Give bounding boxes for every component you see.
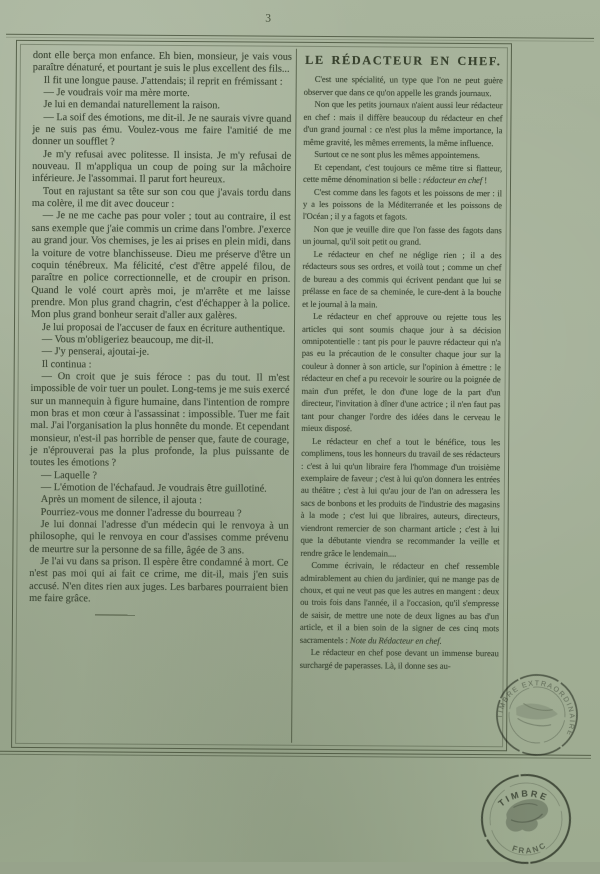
italic-phrase: rédacteur en chef <box>423 175 482 185</box>
paragraph: Je m'y refusai avec politesse. Il insista. Je m'y refusai de nouveau. Il m'appliqua un coup de poing sur la mâchoire inférieure. Je l'assommai. Il parut fort heureux. <box>32 149 291 188</box>
paragraph: Non que les petits journaux n'aient aussi leur rédacteur en chef : mais il diffère beaucoup du rédacteur en chef d'un grand journal : ce n'est plus la même importance, la même gravité, les mêmes errements, la même influence. <box>303 98 502 149</box>
paragraph <box>300 559 500 648</box>
paragraph: dont elle berça mon enfance. Eh bien, monsieur, je vais vous paraître dénaturé, et pourtant je suis le plus excellent des fils... <box>33 50 292 76</box>
italic-phrase: Note du Rédacteur en chef. <box>350 635 442 646</box>
stamp-bottom-text: FRANC <box>510 840 549 858</box>
paragraph: Je lui en demandai naturellement la raison. <box>32 99 291 113</box>
paragraph: — Vous m'obligeriez beaucoup, me dit-il. <box>31 334 290 348</box>
article-title: LE RÉDACTEUR EN CHEF. <box>304 54 503 68</box>
paragraph: Le rédacteur en chef approuve ou rejette tous les articles qui sont soumis chaque jour à sa décision omnipotentielle : tant pis pour le pauvre rédacteur qui n'a pas eu la précaution de le consulter chaque jour sur la couleur à donner à son article, sur l'opinion à émettre : le rédacteur en chef a pu recevoir le sourire ou la poignée de main d'un préfet, le don d'une loge de la part d'un directeur, l'invitation à dîner d'une actrice ; il n'en faut pas tant pour changer l'ordre des idées dans le cerveau le mieux disposé. <box>301 310 501 436</box>
paragraph: Il continua : <box>31 359 290 373</box>
right-column <box>300 54 503 673</box>
paragraph: Pourriez-vous me donner l'adresse du bourreau ? <box>30 507 289 521</box>
left-column <box>29 50 292 617</box>
paragraph: Le rédacteur en chef ne néglige rien ; il a des rédacteurs sous ses ordres, et voilà tout ; comme un chef de bureau a des commis qui écrivent pendant que lui se prélasse en face de sa cheminée, le cure-dent à la bouche et le journal à la main. <box>302 248 501 312</box>
svg-text:FRANC <box>510 840 549 858</box>
paragraph-text: Et cependant, c'est toujours ce même titre si flatteur, cette même dénomination si belle : <box>303 162 502 185</box>
paragraph: — Je voudrais voir ma mère morte. <box>33 87 292 101</box>
paragraph: — L'émotion de l'échafaud. Je voudrais être guillotiné. <box>30 482 289 496</box>
paragraph: Je lui donnai l'adresse d'un médecin qui le renvoya à un philosophe, qui le renvoya en cour d'assises comme prévenu de meurtre sur la personne de sa fille, âgée de 3 ans. <box>29 519 288 558</box>
paragraph: — Je ne me cache pas pour voler ; tout au contraire, il est sans exemple que j'aie commis un crime dans l'ombre. J'exerce au grand jour. Vos chemises, je les ai prises en plein midi, dans la voiture de votre blanchisseuse. Dieu me préserve d'être un coquin ténébreux. Ma félicité, c'est d'être appelé filou, de paraître en police correctionnelle, et de croupir en prison. Quand le volé court après moi, je m'arrête et me laisse prendre. Mon plus grand chagrin, c'est d'échapper à la police. Mon plus grand bonheur serait d'aller aux galères. <box>31 210 291 323</box>
paragraph: Je lui proposai de l'accuser de faux en écriture authentique. <box>31 322 290 336</box>
paragraph: Je l'ai vu dans sa prison. Il espère être condamné à mort. Ce n'est pas moi qui ai fait ce crime, me dit-il, mais j'en suis accusé. N'en dites rien aux juges. Les barbares pourraient bien me faire grâce. <box>29 556 288 607</box>
paragraph-text: Comme écrivain, le rédacteur en chef ressemble admirablement au chien du jardinier, qui ne mange pas de choux, et qui ne veut pas que les autres en mangent : deux ou trois fois dans l'année, il a l'occasion, qu'il s'empresse de saisir, de mettre une note de deux lignes au bas d'un article, et il a bien soin de la signer de ces cinq mots sacramentels : <box>300 560 500 645</box>
paragraph: C'est une spécialité, un type que l'on ne peut guère observer que dans ce qu'on appelle les grands journaux. <box>304 73 503 99</box>
paragraph-text: ! <box>482 175 487 185</box>
page-number: 3 <box>258 13 278 25</box>
paragraph: Il fit une longue pause. J'attendais; il reprit en frémissant : <box>33 75 292 89</box>
stamp-ring-text: TIMBRE EXTRAORDINAIRE <box>494 670 586 739</box>
paragraph: — Laquelle ? <box>30 470 289 484</box>
svg-text:TIMBRE EXTRAORDINAIRE <box>494 670 586 739</box>
paragraph: Surtout ce ne sont plus les mêmes appointemens. <box>303 148 502 162</box>
paragraph <box>303 160 502 186</box>
paragraph: Non que je veuille dire que l'on fasse des fagots dans un journal, qu'il soit petit ou grand. <box>303 223 502 249</box>
paragraph: Le rédacteur en chef pose devant un immense bureau surchargé de paperasses. Là, il donne ses au- <box>300 646 499 672</box>
circular-ink-stamp-lower <box>471 764 580 873</box>
paragraph: — On croit que je suis féroce : pas du tout. Il m'est impossible de voir tuer un poulet. Long-tems je me suis exercé sur un mannequin à figure humaine, dans l'intention de rompre mon bras et mon cœur à l'assassinat : impossible. Tuer me fait mal. J'ai l'organisation la plus honnête du monde. Et cependant monsieur, n'est-il pas horrible de penser que, faute de courage, je n'éprouverai pas la plus profonde, la plus puissante de toutes les émotions ? <box>30 371 290 472</box>
paragraph: Après un moment de silence, il ajouta : <box>30 494 289 508</box>
paragraph: Tout en rajustant sa tête sur son cou que j'avais tordu dans ma colère, il me dit avec douceur : <box>32 186 291 212</box>
paragraph: Le rédacteur en chef a tout le bénéfice, tous les complimens, tous les honneurs du travail de ses rédacteurs : c'est à lui qu'un libraire fera l'hommage d'un troisième exemplaire de faveur ; c'est à lui qu'on donnera les entrées au théâtre ; c'est à lui qu'au jour de l'an on adressera les sacs de bonbons et les produits de l'industrie des magasins à la mode ; c'est lui que libraires, auteurs, directeurs, viendront remercier de son charmant article ; c'est à lui que la débutante viendra se recommander la veille et rendre grâce le lendemain.... <box>300 434 500 560</box>
stamp-top-text: TIMBRE <box>495 785 551 809</box>
paragraph: — J'y penserai, ajoutai-je. <box>31 346 290 360</box>
paragraph: — La soif des émotions, me dit-il. Je ne saurais vivre quand je ne suis pas ému. Voulez-vous me faire l'amitié de me donner un soufflet ? <box>32 112 291 151</box>
paragraph: C'est comme dans les fagots et les poissons de mer : il y a les poissons de la Méditerranée et les poissons de l'Océan ; il y a fagots et fagots. <box>303 185 502 224</box>
